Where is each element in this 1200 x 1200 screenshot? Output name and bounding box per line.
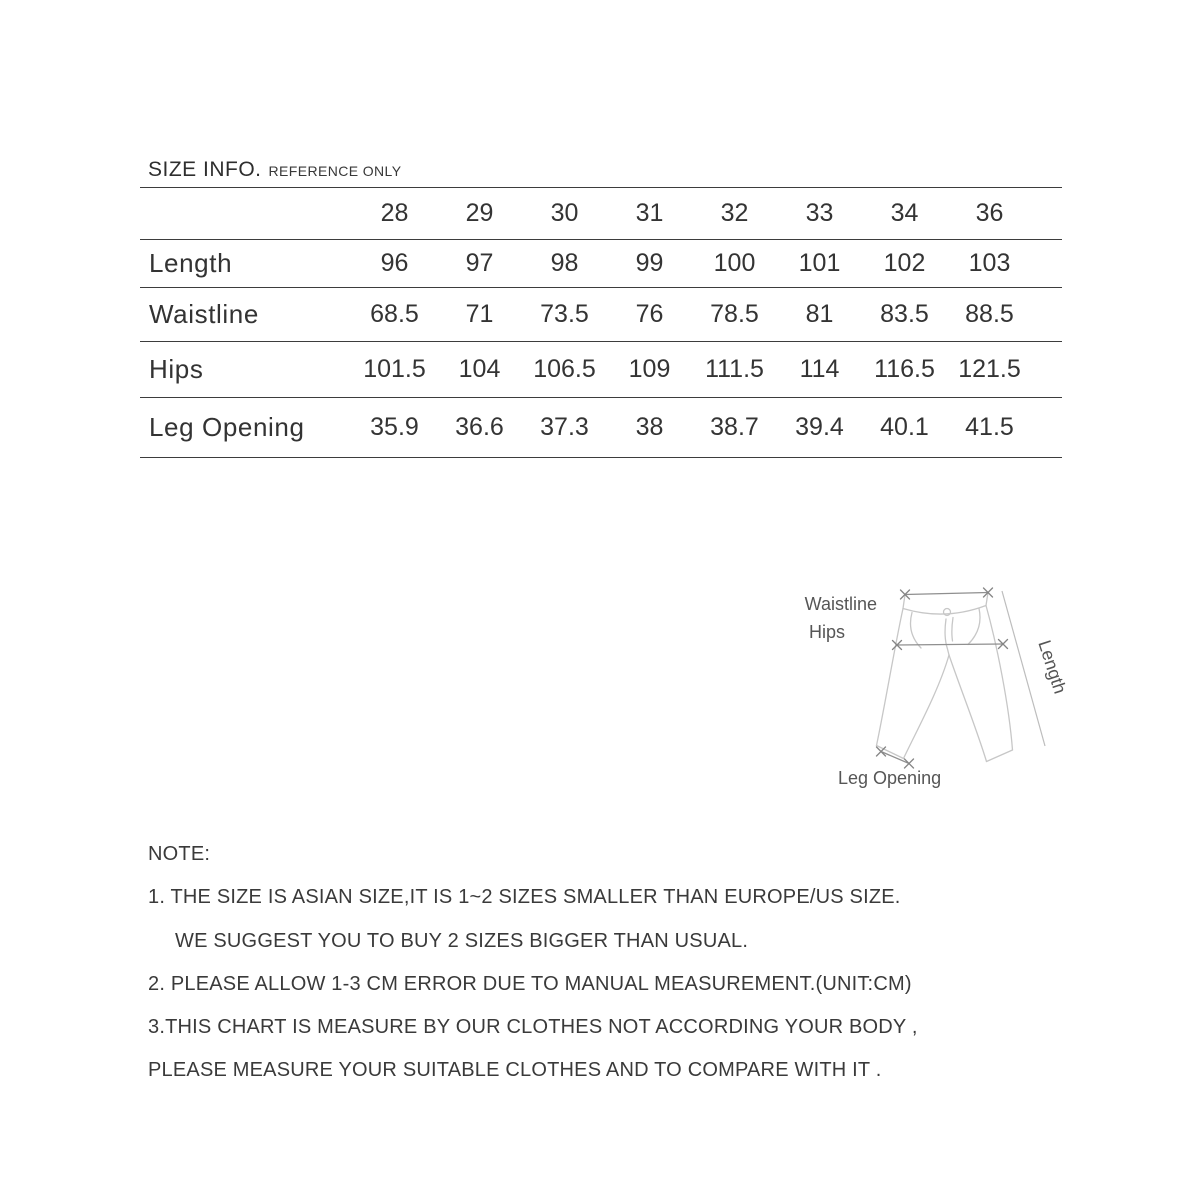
size-value: 96 — [352, 240, 437, 288]
size-col-header: 33 — [777, 188, 862, 240]
size-value: 99 — [607, 240, 692, 288]
size-value: 101.5 — [352, 342, 437, 398]
diagram-length-label: Length — [1034, 637, 1071, 697]
table-row-waistline — [140, 288, 1062, 342]
size-col-header: 36 — [947, 188, 1032, 240]
row-label: Length — [140, 240, 352, 288]
size-value: 100 — [692, 240, 777, 288]
note-line: PLEASE MEASURE YOUR SUITABLE CLOTHES AND TO COMPARE WITH IT . — [148, 1059, 882, 1082]
size-col-header: 32 — [692, 188, 777, 240]
size-value: 36.6 — [437, 398, 522, 458]
size-value: 83.5 — [862, 288, 947, 342]
size-value: 71 — [437, 288, 522, 342]
size-table — [140, 187, 1062, 458]
size-value: 114 — [777, 342, 862, 398]
notes-section — [148, 833, 1068, 1093]
note-line: WE SUGGEST YOU TO BUY 2 SIZES BIGGER THAN USUAL. — [175, 929, 749, 952]
size-value: 81 — [777, 288, 862, 342]
size-value: 106.5 — [522, 342, 607, 398]
size-value: 101 — [777, 240, 862, 288]
size-value: 88.5 — [947, 288, 1032, 342]
size-value: 40.1 — [862, 398, 947, 458]
size-header-row — [140, 188, 1062, 240]
page-title — [148, 158, 401, 182]
size-value: 103 — [947, 240, 1032, 288]
size-value: 76 — [607, 288, 692, 342]
spacer-cell — [1032, 342, 1062, 398]
size-value: 116.5 — [862, 342, 947, 398]
size-value: 73.5 — [522, 288, 607, 342]
note-line: 2. PLEASE ALLOW 1-3 CM ERROR DUE TO MANUAL MEASUREMENT.(UNIT:CM) — [148, 972, 912, 995]
spacer-cell — [1032, 398, 1062, 458]
row-label: Hips — [140, 342, 352, 398]
size-value: 38 — [607, 398, 692, 458]
size-col-header: 30 — [522, 188, 607, 240]
note-line: 3.THIS CHART IS MEASURE BY OUR CLOTHES NOT ACCORDING YOUR BODY , — [148, 1016, 918, 1039]
table-row-hips — [140, 342, 1062, 398]
size-value: 111.5 — [692, 342, 777, 398]
length-line — [1002, 591, 1045, 746]
size-value: 37.3 — [522, 398, 607, 458]
size-col-header: 29 — [437, 188, 522, 240]
spacer-cell — [1032, 240, 1062, 288]
spacer-cell — [1032, 288, 1062, 342]
note-line: 1. THE SIZE IS ASIAN SIZE,IT IS 1~2 SIZES SMALLER THAN EUROPE/US SIZE. — [148, 886, 901, 909]
table-row-length — [140, 240, 1062, 288]
x-end-markers-icon — [877, 588, 1008, 768]
title-subtitle: REFERENCE ONLY — [268, 163, 402, 179]
size-value: 109 — [607, 342, 692, 398]
size-value: 98 — [522, 240, 607, 288]
diagram-waistline-label: Waistline — [804, 594, 877, 614]
table-row-leg-opening — [140, 398, 1062, 458]
size-value: 78.5 — [692, 288, 777, 342]
size-value: 35.9 — [352, 398, 437, 458]
measurement-lines — [881, 593, 1003, 764]
size-value: 121.5 — [947, 342, 1032, 398]
row-label: Leg Opening — [140, 398, 352, 458]
size-value: 68.5 — [352, 288, 437, 342]
title-text: SIZE INFO. — [148, 158, 262, 181]
pants-outline-icon — [877, 593, 1013, 762]
row-label: Waistline — [140, 288, 352, 342]
diagram-hips-label: Hips — [808, 622, 845, 642]
diagram-leg-opening-label: Leg Opening — [838, 768, 942, 788]
spacer-cell — [1032, 188, 1062, 240]
size-value: 104 — [437, 342, 522, 398]
size-col-header: 28 — [352, 188, 437, 240]
size-value: 41.5 — [947, 398, 1032, 458]
size-col-header: 31 — [607, 188, 692, 240]
size-value: 97 — [437, 240, 522, 288]
size-value: 102 — [862, 240, 947, 288]
size-value: 39.4 — [777, 398, 862, 458]
notes-heading: NOTE: — [148, 843, 211, 865]
corner-cell — [140, 188, 352, 240]
size-value: 38.7 — [692, 398, 777, 458]
size-col-header: 34 — [862, 188, 947, 240]
